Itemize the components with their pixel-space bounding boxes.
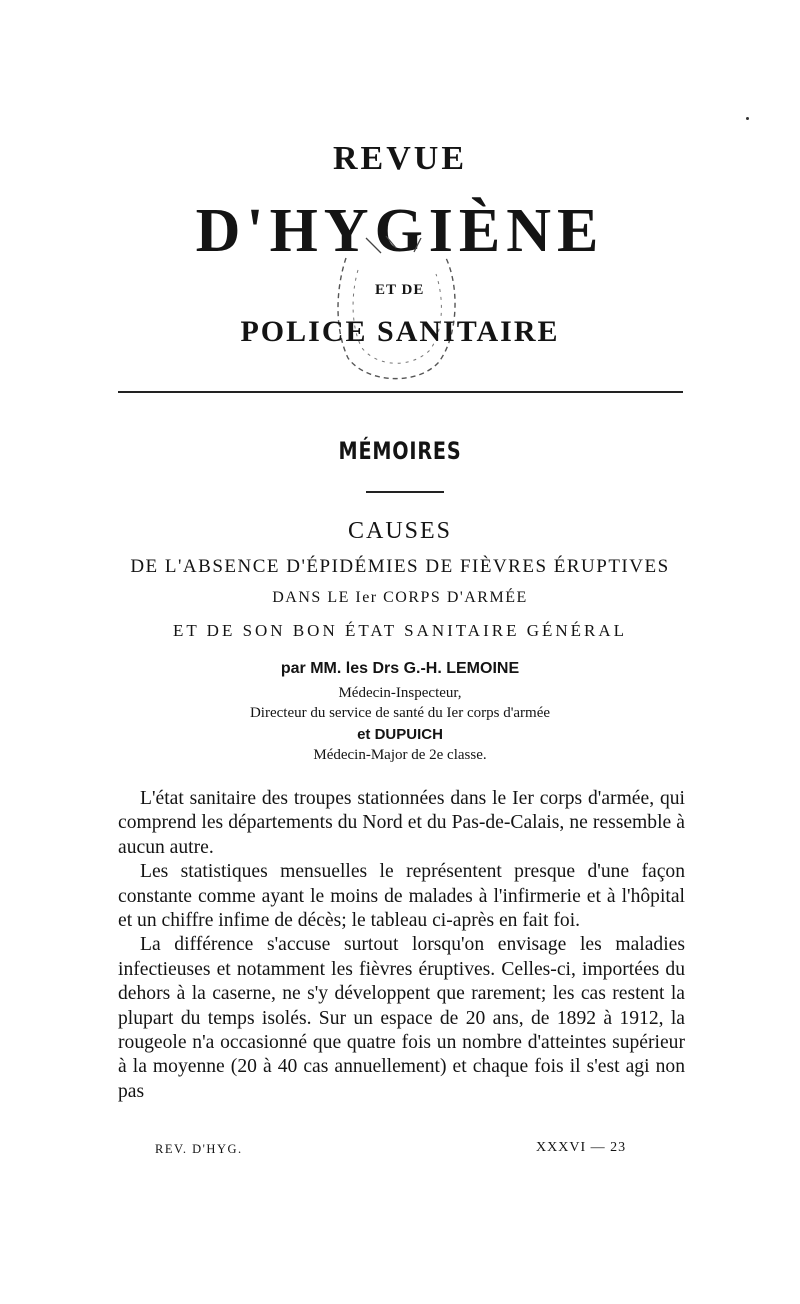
footer-journal-abbrev: REV. D'HYG. — [155, 1142, 243, 1156]
byline: par MM. les Drs G.-H. LEMOINE — [280, 660, 520, 677]
article-title-line-2: DE L'ABSENCE D'ÉPIDÉMIES DE FIÈVRES ÉRUPTIVES — [130, 556, 670, 577]
author2-role: Médecin-Major de 2e classe. — [313, 747, 487, 763]
author2-name: et DUPUICH — [357, 726, 443, 743]
ink-speck — [746, 117, 749, 120]
paragraph-3: La différence s'accuse surtout lorsqu'on envisage les maladies infectieuses et notamment les fièvres éruptives. Celles-ci, importées du dehors à la caserne, ne s'y développent que rarement; les cas restent la plupart du temps isolés. Sur un espace de 20 ans, de 1892 à 1912, la rougeole n'a occasionné que quatre fois un nombre d'atteintes supérieur à la moyenne (20 à 40 cas annuellement) et chaque fois il s'est agi non pas — [118, 934, 685, 1102]
article-title-line-3: DANS LE Ier CORPS D'ARMÉE — [272, 589, 528, 606]
author1-role-2: Directeur du service de santé du Ier corps d'armée — [249, 705, 551, 721]
header-rule — [118, 391, 683, 393]
journal-title-et-de: ET DE — [375, 282, 425, 298]
library-stamp — [326, 218, 466, 388]
section-rule — [366, 491, 444, 493]
article-title-line-4: ET DE SON BON ÉTAT SANITAIRE GÉNÉRAL — [172, 621, 628, 640]
journal-title-police: POLICE SANITAIRE — [240, 315, 560, 348]
paragraph-1: L'état sanitaire des troupes stationnées dans le Ier corps d'armée, qui comprend les départements du Nord et du Pas-de-Calais, ne ressemble à aucun autre. — [118, 788, 685, 858]
author1-role: Médecin-Inspecteur, — [338, 685, 462, 701]
journal-title-revue: REVUE — [332, 140, 468, 177]
section-heading: MÉMOIRES — [338, 437, 462, 465]
paragraph-2: Les statistiques mensuelles le représentent presque d'une façon constante comme ayant le moins de malades à l'infirmerie et à l'hôpital et un chiffre infime de décès; le tableau ci-après en fait foi. — [118, 861, 685, 932]
article-title-line-1: CAUSES — [347, 518, 453, 544]
journal-title-hygiene: D'HYGIÈNE — [195, 197, 605, 265]
article-body — [118, 787, 685, 1104]
footer-signature: XXXVI — 23 — [536, 1140, 627, 1155]
